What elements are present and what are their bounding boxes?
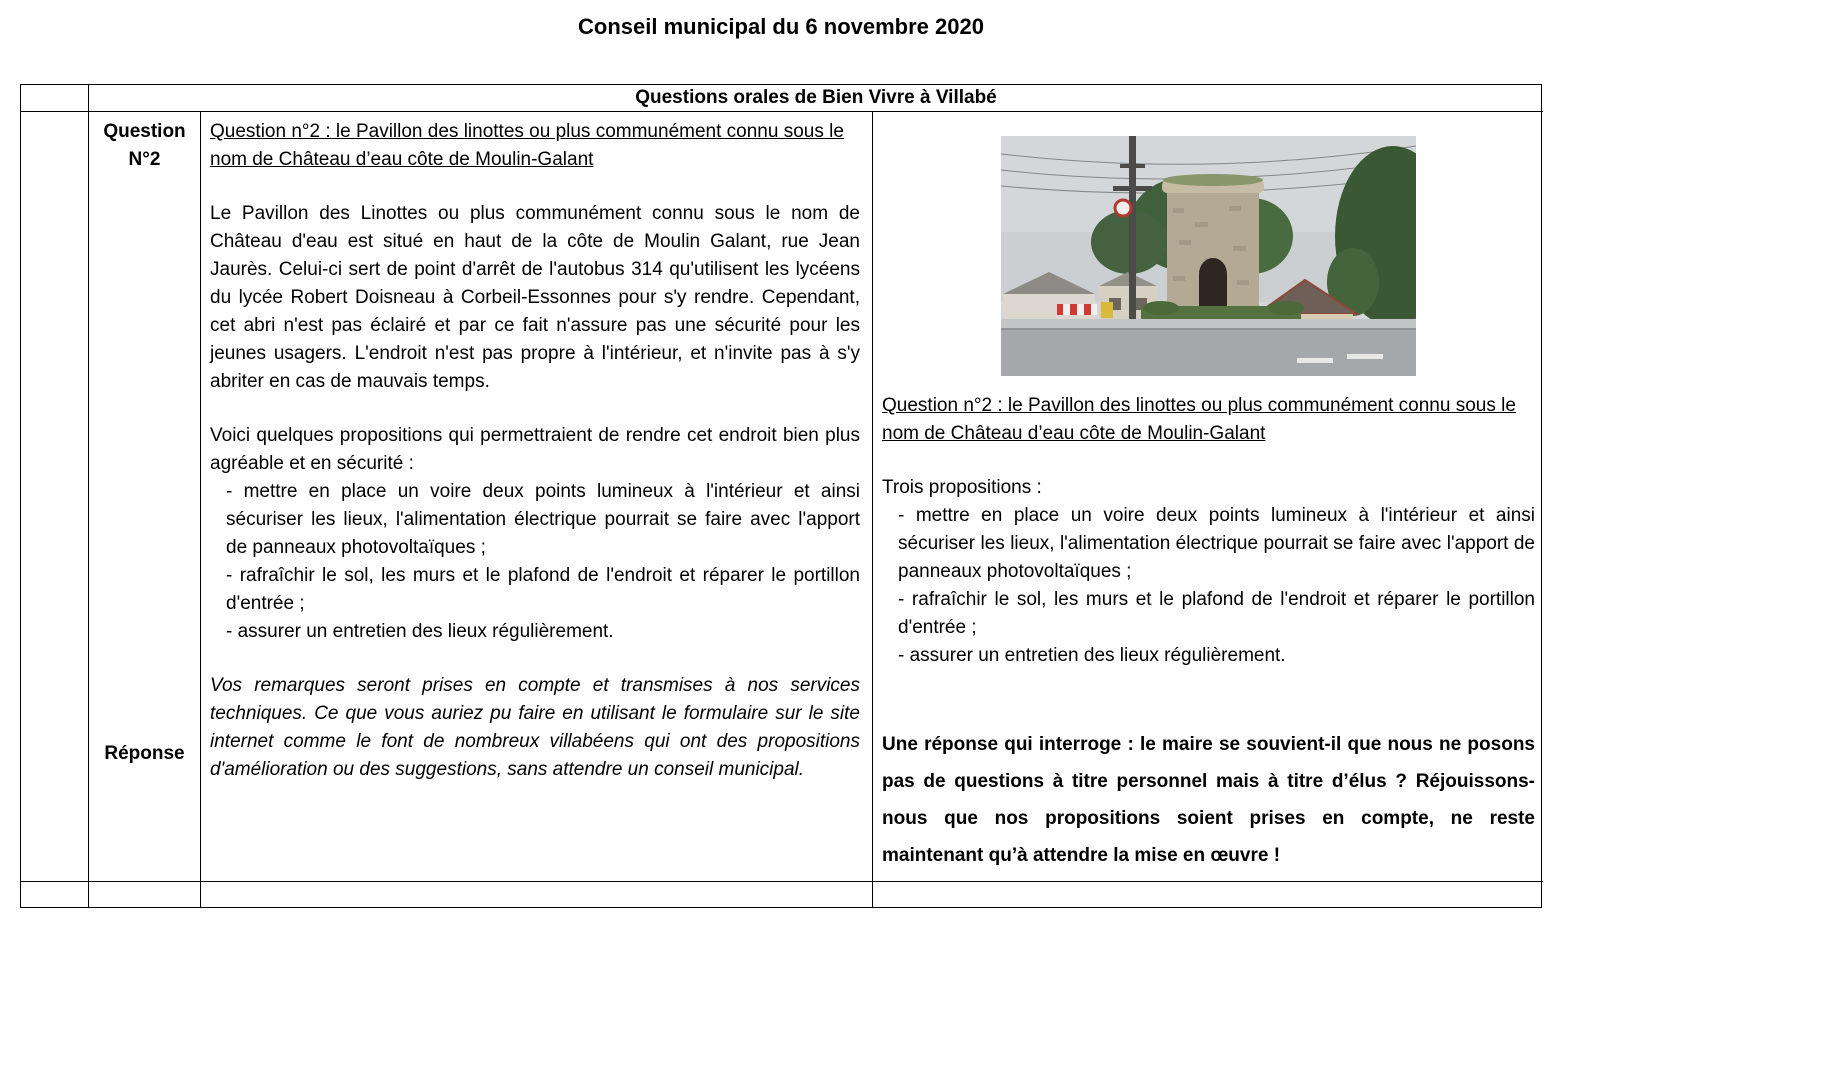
question-heading-wrap bbox=[210, 118, 860, 174]
proposition-item: - assurer un entretien des lieux régulièrement. bbox=[226, 621, 614, 642]
commentary-paragraph: Une réponse qui interroge : le maire se souvient-il que nous ne posons pas de questions à titre personnel mais à titre d’élus ? Réjouissons-nous que nos propositions soient prises en compte, ne reste maintenant qu’à attendre la mise en œuvre ! bbox=[882, 734, 1535, 866]
question-cell bbox=[201, 112, 873, 882]
answer-cell bbox=[873, 112, 1543, 882]
proposition-item: - mettre en place un voire deux points lumineux à l'intérieur et ainsi sécuriser les lieux, l'alimentation électrique pourrait se faire avec l'apport de panneaux photovoltaïques ; bbox=[898, 505, 1535, 582]
road bbox=[1001, 328, 1416, 376]
chateau-deau-photo bbox=[1001, 136, 1416, 376]
answer-heading: Question n°2 : le Pavillon des linottes ou plus communément connu sous le nom de Château d’eau côte de Moulin-Galant bbox=[882, 395, 1516, 444]
page-title: Conseil municipal du 6 novembre 2020 bbox=[578, 14, 984, 39]
question-label-line1: Question bbox=[103, 121, 186, 142]
table-header: Questions orales de Bien Vivre à Villabé bbox=[89, 85, 1543, 112]
tower-door bbox=[1199, 258, 1227, 308]
propositions-list bbox=[226, 478, 860, 646]
empty-bottom-cell bbox=[201, 882, 873, 907]
question-heading: Question n°2 : le Pavillon des linottes ou plus communément connu sous le nom de Château d’eau côte de Moulin-Galant bbox=[210, 121, 844, 170]
question-paragraph: Le Pavillon des Linottes ou plus communément connu sous le nom de Château d'eau est situé en haut de la côte de Moulin Galant, rue Jean Jaurès. Celui-ci sert de point d'arrêt de l'autobus 314 qu'utilisent les lycéens du lycée Robert Doisneau à Corbeil-Essonnes pour s'y rendre. Cependant, cet abri n'est pas éclairé et par ce fait n'assure pas une sécurité pour les jeunes usagers. L'endroit n'est pas propre à l'intérieur, et n'invite pas à s'y abriter en cas de mauvais temps. bbox=[210, 203, 860, 392]
reponse-paragraph: Vos remarques seront prises en compte et transmises à nos services techniques. Ce que vous auriez pu faire en utilisant le formulaire sur le site internet comme le font de nombreux villabéens qui ont des propositions d'amélioration ou des suggestions, sans attendre un conseil municipal. bbox=[210, 675, 860, 780]
road-sign bbox=[1115, 200, 1131, 216]
proposition-item: - assurer un entretien des lieux régulièrement. bbox=[898, 645, 1286, 666]
propositions-intro: Voici quelques propositions qui permettraient de rendre cet endroit bien plus agréable et en sécurité : bbox=[210, 425, 860, 474]
empty-bottom-cell bbox=[89, 882, 201, 907]
empty-bottom-cell bbox=[21, 882, 89, 907]
propositions-list bbox=[898, 502, 1535, 670]
question-label-line2: N°2 bbox=[128, 149, 161, 170]
proposition-item: - rafraîchir le sol, les murs et le plafond de l'endroit et réparer le portillon d'entrée ; bbox=[226, 565, 860, 614]
question-label bbox=[89, 118, 200, 174]
water-tower bbox=[1162, 174, 1264, 308]
proposition-item: - mettre en place un voire deux points lumineux à l'intérieur et ainsi sécuriser les lieux, l'alimentation électrique pourrait se faire avec l'apport de panneaux photovoltaïques ; bbox=[226, 481, 860, 558]
row-label-cell bbox=[89, 112, 201, 882]
trois-propositions-intro: Trois propositions : bbox=[882, 477, 1042, 498]
empty-left-cell bbox=[21, 112, 89, 882]
reponse-label: Réponse bbox=[104, 743, 185, 764]
proposition-item: - rafraîchir le sol, les murs et le plafond de l'endroit et réparer le portillon d'entrée ; bbox=[898, 589, 1535, 638]
empty-bottom-cell bbox=[873, 882, 1543, 907]
sidewalk bbox=[1001, 319, 1416, 329]
empty-corner-cell bbox=[21, 85, 89, 112]
questions-table bbox=[20, 84, 1542, 908]
answer-heading-wrap bbox=[882, 392, 1535, 448]
